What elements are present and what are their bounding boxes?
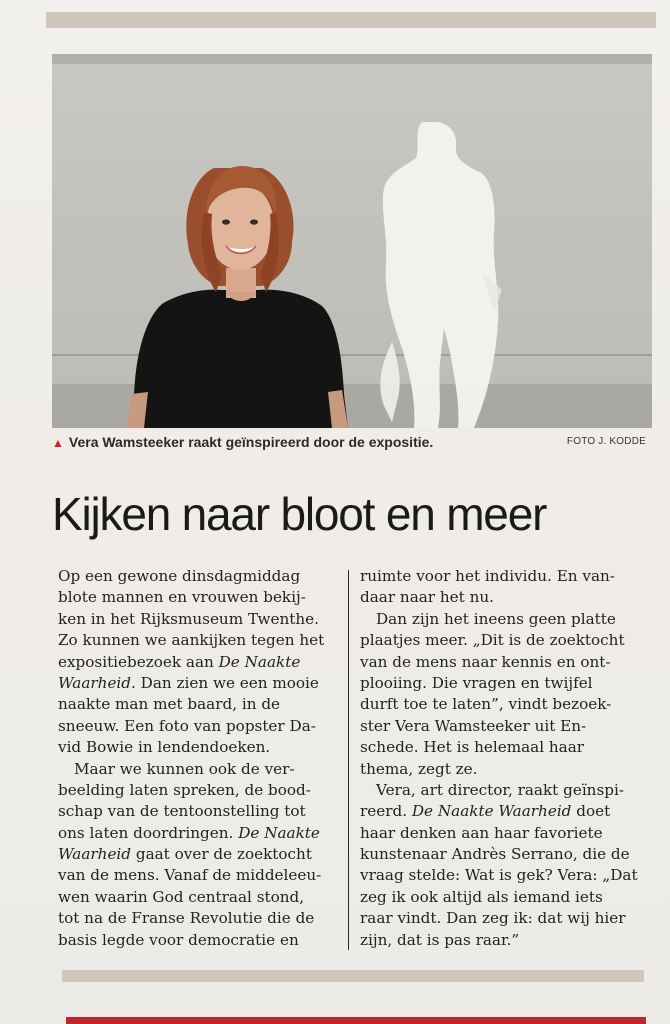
article-line: raar vindt. Dan zeg ik: dat wij hier — [360, 909, 626, 928]
article-line: Waarheid. Dan zien we een mooie — [58, 673, 319, 692]
article-line: ken in het Rijksmuseum Twenthe. — [58, 609, 319, 628]
article-line: Zo kunnen we aankijken tegen het — [58, 631, 325, 650]
article-line: kunstenaar Andrès Serrano, die de — [360, 845, 630, 864]
article-line: ruimte voor het individu. En van- — [360, 567, 615, 585]
article-line: thema, zegt ze. — [360, 759, 478, 778]
article-line: ster Vera Wamsteeker uit En- — [360, 716, 587, 735]
article-line: zeg ik ook altijd als iemand iets — [360, 887, 603, 906]
article-line: wen waarin God centraal stond, — [58, 887, 305, 906]
article-line: van de mens. Vanaf de middeleeu- — [58, 866, 322, 885]
article-line: sneeuw. Een foto van popster Da- — [58, 716, 316, 735]
article-line: zijn, dat is pas raar.” — [360, 930, 520, 949]
article-line: reerd. De Naakte Waarheid doet — [360, 802, 611, 821]
article-line: beelding laten spreken, de bood- — [58, 780, 311, 799]
red-strip — [66, 1017, 646, 1024]
article-line: vid Bowie in lendendoeken. — [58, 738, 271, 757]
caption-text: Vera Wamsteeker raakt geïnspireerd door de expositie. — [68, 434, 434, 450]
photo-credit: FOTO J. KODDE — [566, 436, 646, 447]
article-line: daar naar het nu. — [360, 588, 494, 607]
photo-ceiling — [52, 54, 652, 64]
article-line: schap van de tentoonstelling tot — [58, 802, 306, 821]
article-line: Waarheid gaat over de zoektocht — [58, 845, 312, 864]
article-line: schede. Het is helemaal haar — [360, 738, 585, 757]
article-line: Vera, art director, raakt geïnspi- — [376, 780, 624, 799]
article-line: ons laten doordringen. De Naakte — [58, 823, 320, 842]
article-line: plooiing. Die vragen en twijfel — [360, 673, 593, 692]
article-photo — [52, 54, 652, 428]
article-line: basis legde voor democratie en — [58, 930, 299, 949]
article-line: blote mannen en vrouwen bekij- — [58, 588, 306, 607]
top-rule — [46, 12, 656, 28]
bottom-rule — [62, 970, 644, 982]
article-line: plaatjes meer. „Dit is de zoektocht — [360, 631, 625, 650]
portrait-woman — [122, 94, 352, 428]
article-line: van de mens naar kennis en ont- — [360, 652, 611, 671]
article-line: Op een gewone dinsdagmiddag — [58, 567, 301, 585]
caption-triangle-icon: ▲ — [52, 436, 64, 450]
article-line: expositiebezoek aan De Naakte — [58, 652, 301, 671]
column-divider — [348, 570, 349, 950]
article-column-right — [360, 566, 650, 951]
article-headline: Kijken naar bloot en meer — [52, 488, 547, 540]
article-line: haar denken aan haar favoriete — [360, 823, 603, 842]
article-line: tot na de Franse Revolutie die de — [58, 909, 315, 928]
article-line: naakte man met baard, in de — [58, 695, 281, 714]
article-line: vraag stelde: Wat is gek? Vera: „Dat — [360, 866, 638, 885]
white-sculpture-figure — [362, 122, 512, 428]
article-column-left — [58, 566, 338, 951]
article-line: Dan zijn het ineens geen platte — [376, 609, 616, 628]
article-line: durft toe te laten”, vindt bezoek- — [360, 695, 612, 714]
article-line: Maar we kunnen ook de ver- — [74, 759, 295, 778]
photo-caption — [52, 434, 652, 454]
